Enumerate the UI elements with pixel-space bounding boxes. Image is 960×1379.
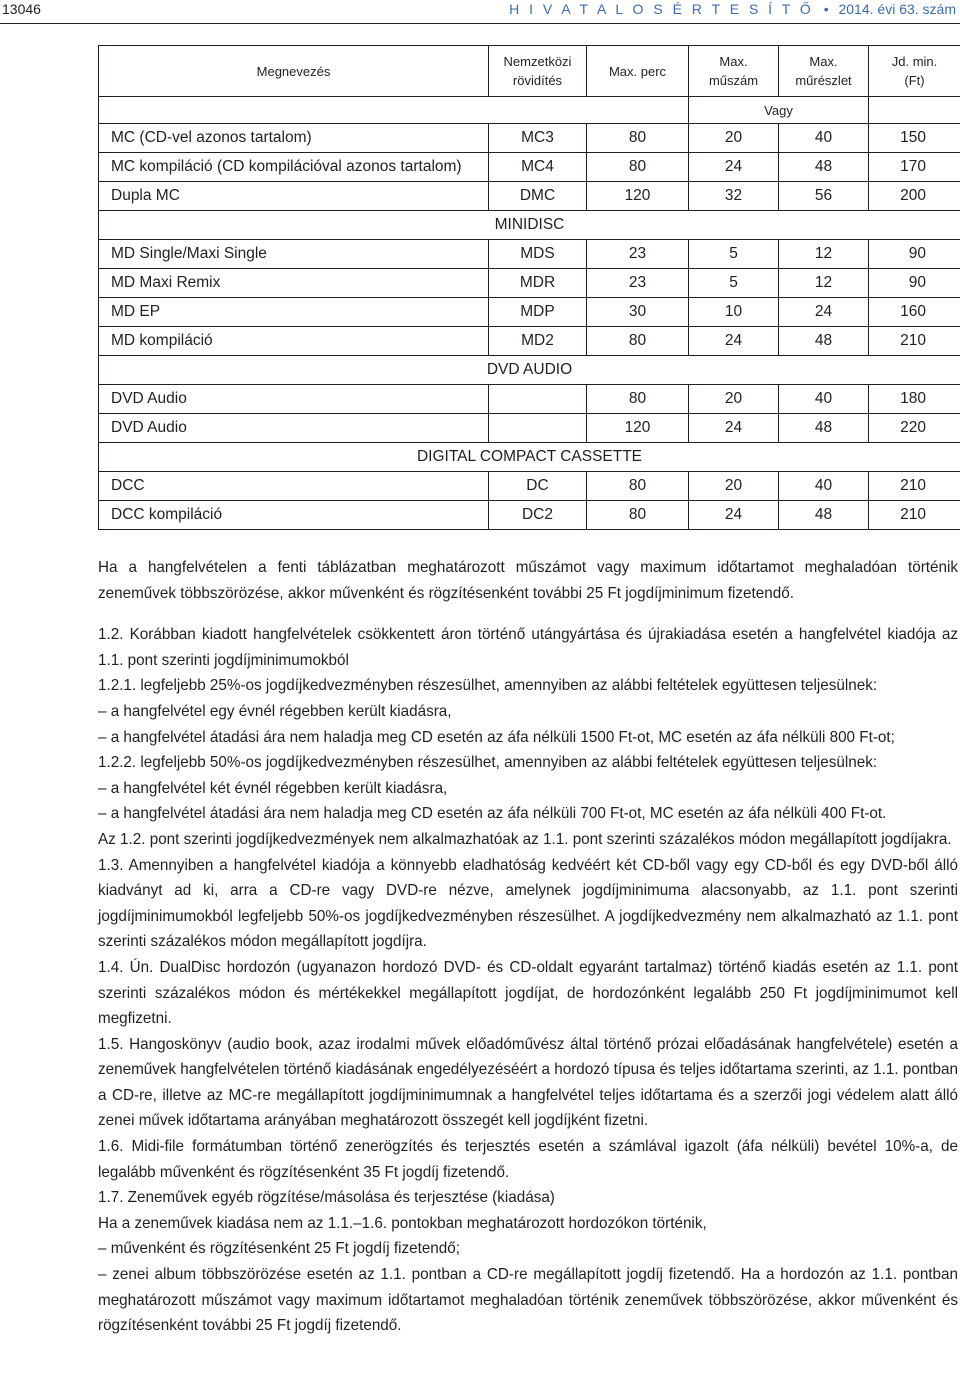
cell-tracks: 24 [689, 501, 779, 530]
cell-fee: 210 [869, 501, 960, 530]
table-row [99, 327, 960, 356]
page-header [0, 0, 960, 22]
cell-name: MD EP [99, 298, 489, 327]
paragraph: Az 1.2. pont szerinti jogdíjkedvezmények nem alkalmazhatóak az 1.1. pont szerinti százalékos módon megállapított jogdíjakra. [98, 830, 952, 848]
cell-abbr: MC3 [489, 124, 587, 153]
body-text [98, 555, 958, 1339]
cell-fee: 210 [869, 472, 960, 501]
cell-fee: 180 [869, 385, 960, 414]
paragraph: 1.2.1. legfeljebb 25%-os jogdíjkedvezményben részesülhet, amennyiben az alábbi feltételek együttesen teljesülnek: [98, 677, 878, 695]
cell-parts: 40 [779, 472, 869, 501]
cell-parts: 56 [779, 182, 869, 211]
cell-parts: 40 [779, 124, 869, 153]
cell-fee: 220 [869, 414, 960, 443]
paragraph: 1.7. Zeneművek egyéb rögzítése/másolása és terjesztése (kiadása) [98, 1189, 555, 1207]
cell-parts: 48 [779, 327, 869, 356]
issue-label: 2014. évi 63. szám [838, 1, 956, 17]
cell-name: DCC kompiláció [99, 501, 489, 530]
section-row-dvd-audio: DVD AUDIO [99, 356, 960, 385]
cell-name: MD kompiláció [99, 327, 489, 356]
cell-tracks: 5 [689, 269, 779, 298]
cell-fee: 90 [869, 269, 960, 298]
cell-tracks: 32 [689, 182, 779, 211]
cell-minutes: 80 [587, 153, 689, 182]
list-item: – zenei album többszörözése esetén az 1.1. pontban a CD-re megállapított jogdíj fizetendő. Ha a hordozón az 1.1. pontban meghatározott műszámot vagy maximum időtartamot meghaladóan történik zeneművek többszörözése, akkor művenként és rögzítésenként további 25 Ft jogdíj fizetendő. [98, 1266, 958, 1335]
list-item: – a hangfelvétel egy évnél régebben került kiadásra, [98, 702, 452, 720]
paragraph: Ha a hangfelvételen a fenti táblázatban meghatározott műszámot vagy maximum időtartamot meghaladóan történik zeneművek többszörözése, akkor művenként és rögzítésenként további 25 Ft jogdíjminimum fizetendő. [98, 559, 958, 602]
cell-name: MD Maxi Remix [99, 269, 489, 298]
cell-tracks: 5 [689, 240, 779, 269]
cell-abbr: DC2 [489, 501, 587, 530]
table-row [99, 298, 960, 327]
cell-tracks: 24 [689, 153, 779, 182]
cell-abbr: DC [489, 472, 587, 501]
paragraph: 1.5. Hangoskönyv (audio book, azaz irodalmi művek előadóművész által történő prózai előadásának hangfelvétele) esetén a zeneművek hangfelvételen történő kiadásának engedélyezéséért a hordozó típusa és teljes időtartama szerinti, az 1.1. pontban a CD-re, illetve az MC-re megállapított jogdíjminimumnak a hangfelvétel teljes időtartama és a szerzői jogi védelem alatt álló zenei művek időtartama arányában meghatározott összegét kell jogdíjként fizetni. [98, 1035, 958, 1130]
cell-name: Dupla MC [99, 182, 489, 211]
cell-parts: 12 [779, 240, 869, 269]
header-separator: • [823, 1, 829, 17]
cell-abbr [489, 385, 587, 414]
col-minutes: Max. perc [587, 46, 689, 97]
cell-name: MC (CD-vel azonos tartalom) [99, 124, 489, 153]
col-fee: Jd. min. (Ft) [869, 46, 960, 97]
cell-tracks: 20 [689, 124, 779, 153]
cell-fee: 150 [869, 124, 960, 153]
fee-table [98, 45, 960, 530]
col-abbr: Nemzetközi rövidítés [489, 46, 587, 97]
cell-fee: 170 [869, 153, 960, 182]
cell-tracks: 24 [689, 327, 779, 356]
cell-minutes: 80 [587, 327, 689, 356]
cell-parts: 12 [779, 269, 869, 298]
header-divider [0, 23, 960, 24]
cell-minutes: 23 [587, 240, 689, 269]
cell-parts: 48 [779, 501, 869, 530]
cell-fee: 160 [869, 298, 960, 327]
page-number: 13046 [2, 1, 41, 17]
cell-parts: 40 [779, 385, 869, 414]
table-row [99, 269, 960, 298]
section-row-minidisc: MINIDISC [99, 211, 960, 240]
table-row [99, 124, 960, 153]
table-row [99, 182, 960, 211]
cell-minutes: 120 [587, 414, 689, 443]
cell-name: DVD Audio [99, 414, 489, 443]
paragraph: 1.3. Amennyiben a hangfelvétel kiadója a könnyebb eladhatóság kedvéért két CD-ből vagy egy CD-ből és egy DVD-ből álló kiadványt ad ki, arra a CD-re vagy DVD-re nézve, amelynek jogdíjminimuma alacsonyabb, az 1.1. pont szerinti jogdíjminimumokból legfeljebb 50%-os jogdíjkedvezményben részesülhet. A jogdíjkedvezmény nem alkalmazható az 1.1. pont szerinti százalékos módon megállapított jogdíjra. [98, 856, 958, 951]
or-label: Vagy [689, 97, 869, 124]
cell-tracks: 10 [689, 298, 779, 327]
cell-tracks: 20 [689, 385, 779, 414]
paragraph: 1.4. Ún. DualDisc hordozón (ugyanazon hordozó DVD- és CD-oldalt egyaránt tartalmaz) történő kiadás esetén az 1.1. pont szerinti százalékos módon és mértékekkel megállapított jogdíjat, de hordozónként legalább 250 Ft jogdíjminimumot kell megfizetni. [98, 958, 958, 1028]
journal-header [509, 1, 956, 17]
section-row-dcc: DIGITAL COMPACT CASSETTE [99, 443, 960, 472]
cell-fee: 210 [869, 327, 960, 356]
table-row [99, 472, 960, 501]
col-tracks: Max. műszám [689, 46, 779, 97]
table-row [99, 385, 960, 414]
cell-abbr [489, 414, 587, 443]
cell-minutes: 23 [587, 269, 689, 298]
cell-fee: 200 [869, 182, 960, 211]
paragraph: Ha a zeneművek kiadása nem az 1.1.–1.6. pontokban meghatározott hordozókon történik, [98, 1214, 707, 1232]
paragraph: 1.2.2. legfeljebb 50%-os jogdíjkedvezményben részesülhet, amennyiben az alábbi feltételek együttesen teljesülnek: [98, 754, 878, 772]
cell-abbr: MDR [489, 269, 587, 298]
cell-abbr: MDP [489, 298, 587, 327]
paragraph: 1.2. Korábban kiadott hangfelvételek csökkentett áron történő utángyártása és újrakiadása esetén a hangfelvétel kiadója az 1.1. pont szerinti jogdíjminimumokból [98, 626, 958, 669]
cell-tracks: 24 [689, 414, 779, 443]
cell-tracks: 20 [689, 472, 779, 501]
cell-name: DVD Audio [99, 385, 489, 414]
list-item: – művenként és rögzítésenként 25 Ft jogdíj fizetendő; [98, 1240, 460, 1258]
table-subheader-row [99, 97, 960, 124]
col-parts: Max. műrészlet [779, 46, 869, 97]
cell-minutes: 30 [587, 298, 689, 327]
cell-abbr: MDS [489, 240, 587, 269]
cell-name: MC kompiláció (CD kompilációval azonos tartalom) [99, 153, 489, 182]
list-item: – a hangfelvétel két évnél régebben került kiadásra, [98, 779, 448, 797]
cell-minutes: 120 [587, 182, 689, 211]
journal-title: H I V A T A L O S É R T E S Í T Ő [509, 1, 814, 17]
cell-name: MD Single/Maxi Single [99, 240, 489, 269]
cell-parts: 48 [779, 153, 869, 182]
list-item: – a hangfelvétel átadási ára nem haladja meg CD esetén az áfa nélküli 700 Ft-ot, MC esetén az áfa nélküli 400 Ft-ot. [98, 805, 887, 823]
table-row [99, 153, 960, 182]
cell-abbr: MD2 [489, 327, 587, 356]
cell-abbr: MC4 [489, 153, 587, 182]
cell-minutes: 80 [587, 385, 689, 414]
paragraph: 1.6. Midi-file formátumban történő zenerögzítés és terjesztés esetén a számlával igazolt (áfa nélküli) bevétel 10%-a, de legalább művenként és rögzítésenként 35 Ft jogdíj fizetendő. [98, 1138, 958, 1181]
col-name: Megnevezés [99, 46, 489, 97]
table-row [99, 501, 960, 530]
table-row [99, 240, 960, 269]
table-row [99, 414, 960, 443]
table-header-row [99, 46, 960, 97]
cell-minutes: 80 [587, 472, 689, 501]
cell-abbr: DMC [489, 182, 587, 211]
list-item: – a hangfelvétel átadási ára nem haladja meg CD esetén az áfa nélküli 1500 Ft-ot, MC esetén az áfa nélküli 800 Ft-ot; [98, 728, 895, 746]
cell-parts: 48 [779, 414, 869, 443]
cell-parts: 24 [779, 298, 869, 327]
cell-minutes: 80 [587, 501, 689, 530]
cell-fee: 90 [869, 240, 960, 269]
cell-name: DCC [99, 472, 489, 501]
cell-minutes: 80 [587, 124, 689, 153]
